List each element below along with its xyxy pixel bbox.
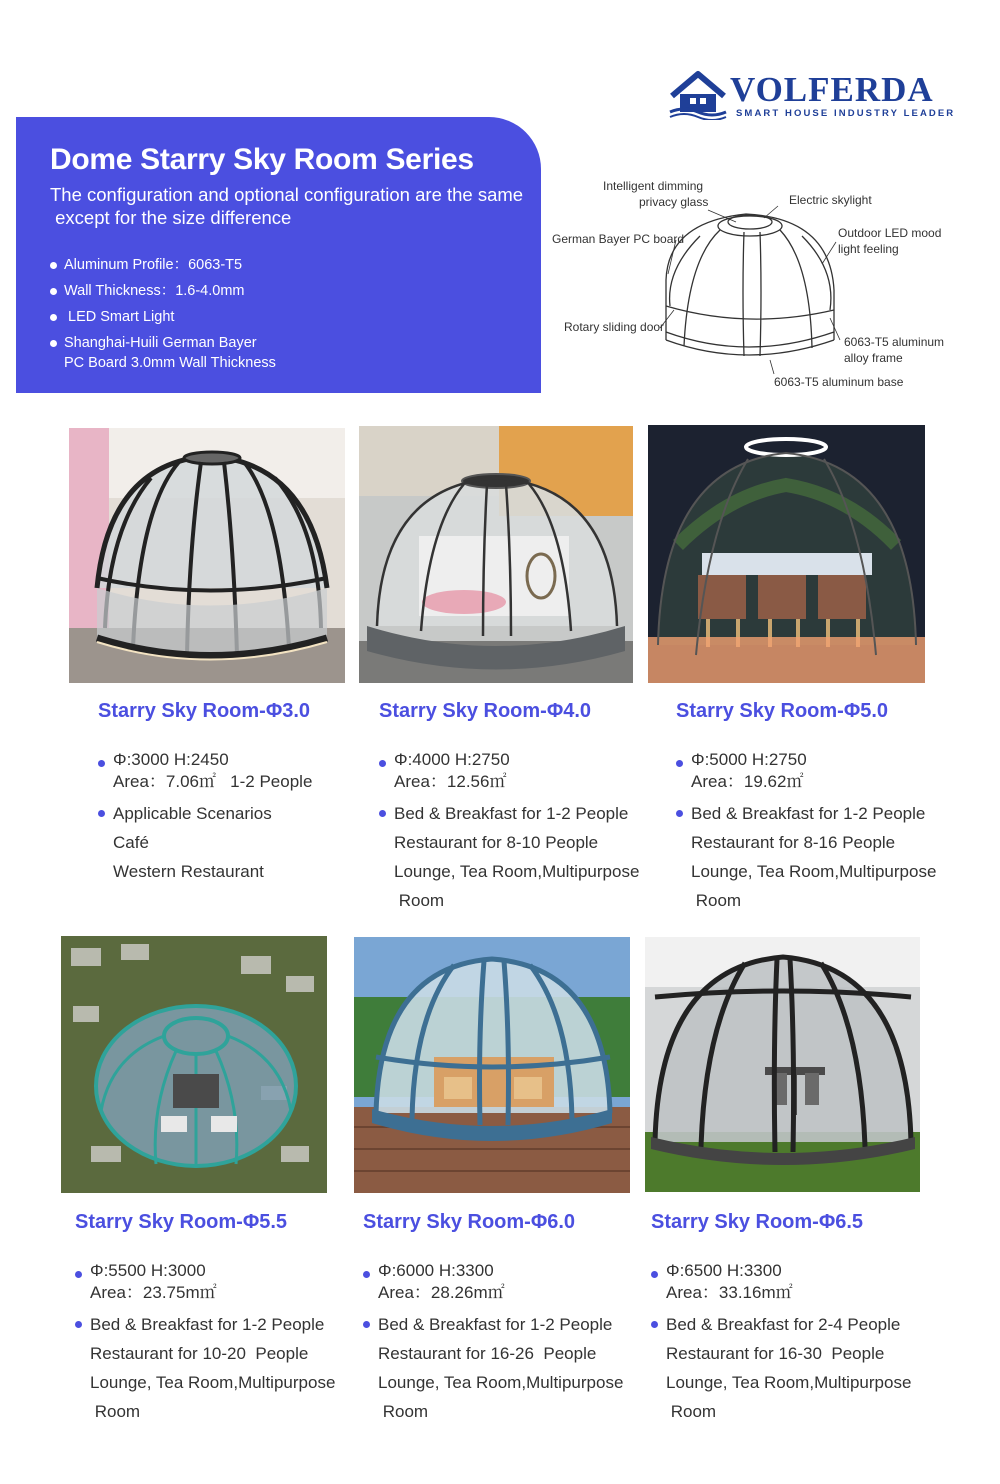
label-dimming-glass: privacy glass	[639, 195, 709, 209]
spec-use: Lounge, Tea Room,Multipurpose	[394, 862, 640, 881]
product-spec-list	[75, 1260, 335, 1426]
label-dimming-glass: Intelligent dimming	[603, 179, 704, 193]
label-aluminum-frame: 6063-T5 aluminum	[844, 335, 945, 349]
spec-area: Area：7.06㎡ 1-2 People	[113, 772, 313, 791]
series-intro-panel	[16, 117, 541, 393]
spec-use: Bed & Breakfast for 1-2 People	[379, 799, 639, 828]
spec-area: Area：33.16m㎡	[666, 1283, 793, 1302]
spec-use: Restaurant for 16-30 People	[666, 1344, 885, 1363]
spec-use: Applicable Scenarios	[98, 799, 312, 828]
product-photo-phi4	[359, 426, 633, 683]
spec-use: Restaurant for 16-26 People	[378, 1344, 597, 1363]
spec-use: Room	[90, 1402, 141, 1421]
spec-use: Bed & Breakfast for 1-2 People	[363, 1310, 623, 1339]
product-title: Starry Sky Room-Φ4.0	[379, 700, 592, 722]
spec-use: Café	[113, 833, 149, 852]
page-title: Dome Starry Sky Room Series	[50, 143, 474, 176]
spec-use: Lounge, Tea Room,Multipurpose	[378, 1373, 624, 1392]
dome-photo-illustration	[61, 936, 327, 1193]
product-title: Starry Sky Room-Φ3.0	[98, 700, 311, 722]
spec-use: Lounge, Tea Room,Multipurpose	[90, 1373, 336, 1392]
subtitle-line: The configuration and optional configuration are the same	[50, 184, 524, 205]
spec-use: Room	[666, 1402, 717, 1421]
spec-use: Restaurant for 10-20 People	[90, 1344, 309, 1363]
subtitle-line: except for the size difference	[50, 207, 292, 228]
product-photo-phi65	[645, 937, 920, 1192]
dome-structure-diagram	[548, 170, 948, 395]
spec-area: Area：28.26m㎡	[378, 1283, 505, 1302]
spec-use: Lounge, Tea Room,Multipurpose	[666, 1373, 912, 1392]
spec-use: Lounge, Tea Room,Multipurpose	[691, 862, 937, 881]
spec-dimensions: Φ:3000 H:2450	[98, 749, 312, 771]
label-aluminum-frame: alloy frame	[844, 351, 903, 365]
spec-area: Area：19.62㎡	[691, 772, 804, 791]
product-title: Starry Sky Room-Φ6.0	[363, 1211, 576, 1233]
product-photo-phi5	[648, 425, 925, 683]
spec-use: Restaurant for 8-10 People	[394, 833, 599, 852]
feature-list	[50, 255, 276, 373]
spec-use: Bed & Breakfast for 1-2 People	[75, 1310, 335, 1339]
spec-use: Room	[394, 891, 445, 910]
dome-photo-illustration	[648, 425, 925, 683]
spec-use: Western Restaurant	[113, 862, 264, 881]
label-electric-skylight: Electric skylight	[789, 193, 872, 207]
product-title: Starry Sky Room-Φ5.5	[75, 1211, 288, 1233]
dome-photo-illustration	[69, 428, 345, 683]
spec-use: Room	[691, 891, 742, 910]
spec-dimensions: Φ:6000 H:3300	[363, 1260, 623, 1282]
product-spec-list	[363, 1260, 623, 1426]
spec-use: Bed & Breakfast for 2-4 People	[651, 1310, 911, 1339]
spec-use: Restaurant for 8-16 People	[691, 833, 896, 852]
product-photo-phi6	[354, 937, 630, 1193]
product-photo-phi3	[69, 428, 345, 683]
product-photo-phi55	[61, 936, 327, 1193]
product-title: Starry Sky Room-Φ5.0	[676, 700, 889, 722]
brand-tagline: SMART HOUSE INDUSTRY LEADER	[736, 108, 956, 119]
label-pc-board: German Bayer PC board	[552, 232, 685, 246]
feature-item: LED Smart Light	[50, 307, 276, 327]
label-aluminum-base: 6063-T5 aluminum base	[774, 375, 904, 389]
product-title: Starry Sky Room-Φ6.5	[651, 1211, 864, 1233]
label-led-mood: Outdoor LED mood	[838, 226, 942, 240]
spec-use: Room	[378, 1402, 429, 1421]
spec-area: Area：12.56㎡	[394, 772, 507, 791]
house-logo-icon	[668, 70, 728, 120]
spec-use: Bed & Breakfast for 1-2 People	[676, 799, 936, 828]
product-spec-list	[651, 1260, 911, 1426]
feature-item: Wall Thickness：1.6-4.0mm	[50, 281, 276, 301]
dome-photo-illustration	[645, 937, 920, 1192]
product-spec-list	[379, 749, 639, 915]
series-subtitle	[50, 183, 540, 229]
feature-item: Aluminum Profile：6063-T5	[50, 255, 276, 275]
label-led-mood: light feeling	[838, 242, 899, 256]
spec-dimensions: Φ:6500 H:3300	[651, 1260, 911, 1282]
product-spec-list	[676, 749, 936, 915]
spec-dimensions: Φ:4000 H:2750	[379, 749, 639, 771]
spec-area: Area：23.75m㎡	[90, 1283, 217, 1302]
product-spec-list	[98, 749, 312, 886]
brand-logo	[668, 66, 956, 126]
dome-photo-illustration	[359, 426, 633, 683]
brand-wordmark: VOLFERDA	[730, 70, 934, 109]
spec-dimensions: Φ:5000 H:2750	[676, 749, 936, 771]
feature-item: Shanghai-Huili German Bayer PC Board 3.0mm Wall Thickness	[50, 333, 276, 373]
spec-dimensions: Φ:5500 H:3000	[75, 1260, 335, 1282]
dome-photo-illustration	[354, 937, 630, 1193]
label-rotary-door: Rotary sliding door	[564, 320, 665, 334]
